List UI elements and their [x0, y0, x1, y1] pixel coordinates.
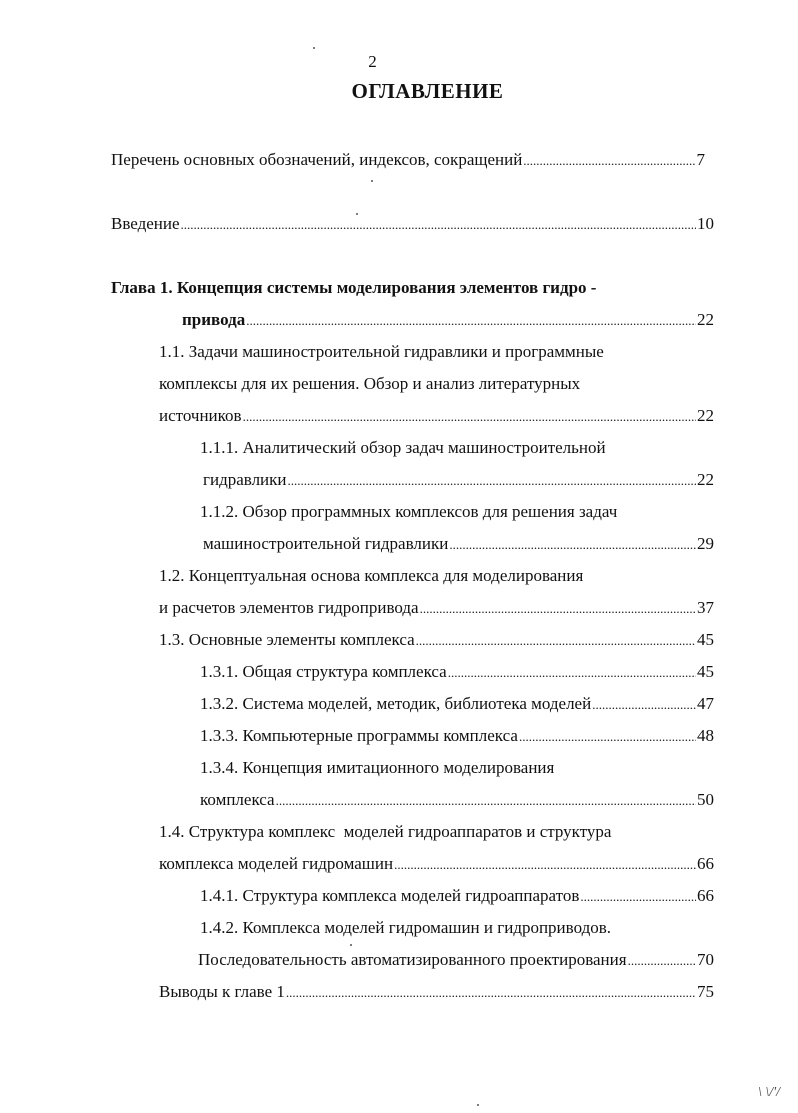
- toc-leader-dots: [448, 662, 696, 684]
- toc-leader-dots: [519, 726, 696, 748]
- scan-speck: [371, 180, 373, 182]
- toc-entry-title: комплекса моделей гидромашин: [159, 854, 394, 873]
- toc-leader-dots: [286, 982, 696, 1004]
- toc-leader-dots: [449, 534, 696, 556]
- toc-entry-section-1-4-2[interactable]: [198, 949, 714, 972]
- toc-entry-section-1-1-1[interactable]: [203, 469, 714, 492]
- toc-leader-dots: [394, 854, 696, 876]
- toc-section-1-4-line1: 1.4. Структура комплекс моделей гидроаппаратов и структура: [159, 822, 612, 841]
- toc-page-number: 70: [697, 950, 714, 969]
- toc-page-number: 22: [697, 470, 714, 489]
- toc-leader-dots: [592, 694, 696, 716]
- toc-entry-title: 1.3.2. Система моделей, методик, библиотека моделей: [200, 694, 592, 713]
- toc-entry-section-1-1-2[interactable]: [203, 533, 714, 556]
- toc-page-number: 50: [697, 790, 714, 809]
- toc-entry-title: источников: [159, 406, 242, 425]
- toc-page-number: 29: [697, 534, 714, 553]
- toc-page-number: 22: [697, 310, 714, 329]
- margin-scribble: \ \/'/: [758, 1085, 781, 1100]
- toc-entry-abbreviations[interactable]: [111, 149, 705, 172]
- toc-leader-dots: [628, 950, 696, 972]
- scan-speck: [356, 213, 358, 215]
- toc-entry-title: гидравлики: [203, 470, 287, 489]
- toc-page-number: 45: [697, 662, 714, 681]
- toc-section-1-1-1-line1: 1.1.1. Аналитический обзор задач машиностроительной: [200, 438, 606, 457]
- toc-page-number: 48: [697, 726, 714, 745]
- toc-entry-section-1-3-1[interactable]: [200, 661, 714, 684]
- toc-section-1-3-4-line1: 1.3.4. Концепция имитационного моделирования: [200, 758, 555, 777]
- toc-section-1-1-2-line1: 1.1.2. Обзор программных комплексов для решения задач: [200, 502, 618, 521]
- toc-entry-section-1-2[interactable]: [159, 597, 714, 620]
- toc-entry-title: Последовательность автоматизированного проектирования: [198, 950, 627, 969]
- page-number: 2: [368, 52, 377, 71]
- toc-entry-title: и расчетов элементов гидропривода: [159, 598, 419, 617]
- toc-section-1-2-line1: 1.2. Концептуальная основа комплекса для моделирования: [159, 566, 584, 585]
- toc-entry-section-1-3-4[interactable]: [200, 789, 714, 812]
- scan-speck: [477, 1104, 479, 1106]
- scan-speck: [313, 47, 315, 49]
- toc-leader-dots: [243, 406, 696, 428]
- toc-page-number: 22: [697, 406, 714, 425]
- toc-entry-section-1-4-1[interactable]: [200, 885, 714, 908]
- toc-entry-title: Введение: [111, 214, 180, 233]
- toc-leader-dots: [181, 214, 696, 236]
- toc-entry-section-1-3-2[interactable]: [200, 693, 714, 716]
- toc-leader-dots: [580, 886, 696, 908]
- toc-page-number: 66: [697, 854, 714, 873]
- toc-entry-title: Выводы к главе 1: [159, 982, 285, 1001]
- toc-section-1-1-line2: комплексы для их решения. Обзор и анализ литературных: [159, 374, 581, 393]
- toc-entry-section-1-3-3[interactable]: [200, 725, 714, 748]
- toc-page-number: 75: [697, 982, 714, 1001]
- toc-entry-introduction[interactable]: [111, 213, 714, 236]
- toc-entry-title: привода: [182, 310, 246, 329]
- toc-entry-title: Перечень основных обозначений, индексов, сокращений: [111, 150, 523, 169]
- toc-section-1-4-2-line1: 1.4.2. Комплекса моделей гидромашин и гидроприводов.: [200, 918, 612, 937]
- toc-leader-dots: [523, 150, 695, 172]
- toc-leader-dots: [276, 790, 696, 812]
- toc-entry-title: 1.4.1. Структура комплекса моделей гидроаппаратов: [200, 886, 580, 905]
- toc-entry-section-1-1[interactable]: [159, 405, 714, 428]
- toc-chapter-1-title-line1: Глава 1. Концепция системы моделирования элементов гидро -: [111, 278, 597, 297]
- toc-page-number: 45: [697, 630, 714, 649]
- toc-entry-title: комплекса: [200, 790, 275, 809]
- toc-page-number: 10: [697, 214, 714, 233]
- scan-speck: [350, 944, 352, 946]
- toc-page-number: 7: [696, 150, 705, 169]
- toc-section-1-1-line1: 1.1. Задачи машиностроительной гидравлики и программные: [159, 342, 604, 361]
- toc-entry-chapter-1[interactable]: [182, 309, 714, 332]
- toc-entry-title: 1.3. Основные элементы комплекса: [159, 630, 415, 649]
- toc-leader-dots: [246, 310, 696, 332]
- toc-entry-section-1-3[interactable]: [159, 629, 714, 652]
- toc-leader-dots: [288, 470, 696, 492]
- toc-entry-title: 1.3.3. Компьютерные программы комплекса: [200, 726, 518, 745]
- page-title: ОГЛАВЛЕНИЕ: [351, 79, 504, 103]
- toc-entry-chapter-1-conclusions[interactable]: [159, 981, 714, 1004]
- toc-entry-section-1-4[interactable]: [159, 853, 714, 876]
- toc-entry-title: 1.3.1. Общая структура комплекса: [200, 662, 447, 681]
- toc-leader-dots: [416, 630, 696, 652]
- toc-entry-title: машиностроительной гидравлики: [203, 534, 449, 553]
- toc-page-number: 47: [697, 694, 714, 713]
- toc-page-number: 66: [697, 886, 714, 905]
- toc-page-number: 37: [697, 598, 714, 617]
- toc-leader-dots: [420, 598, 696, 620]
